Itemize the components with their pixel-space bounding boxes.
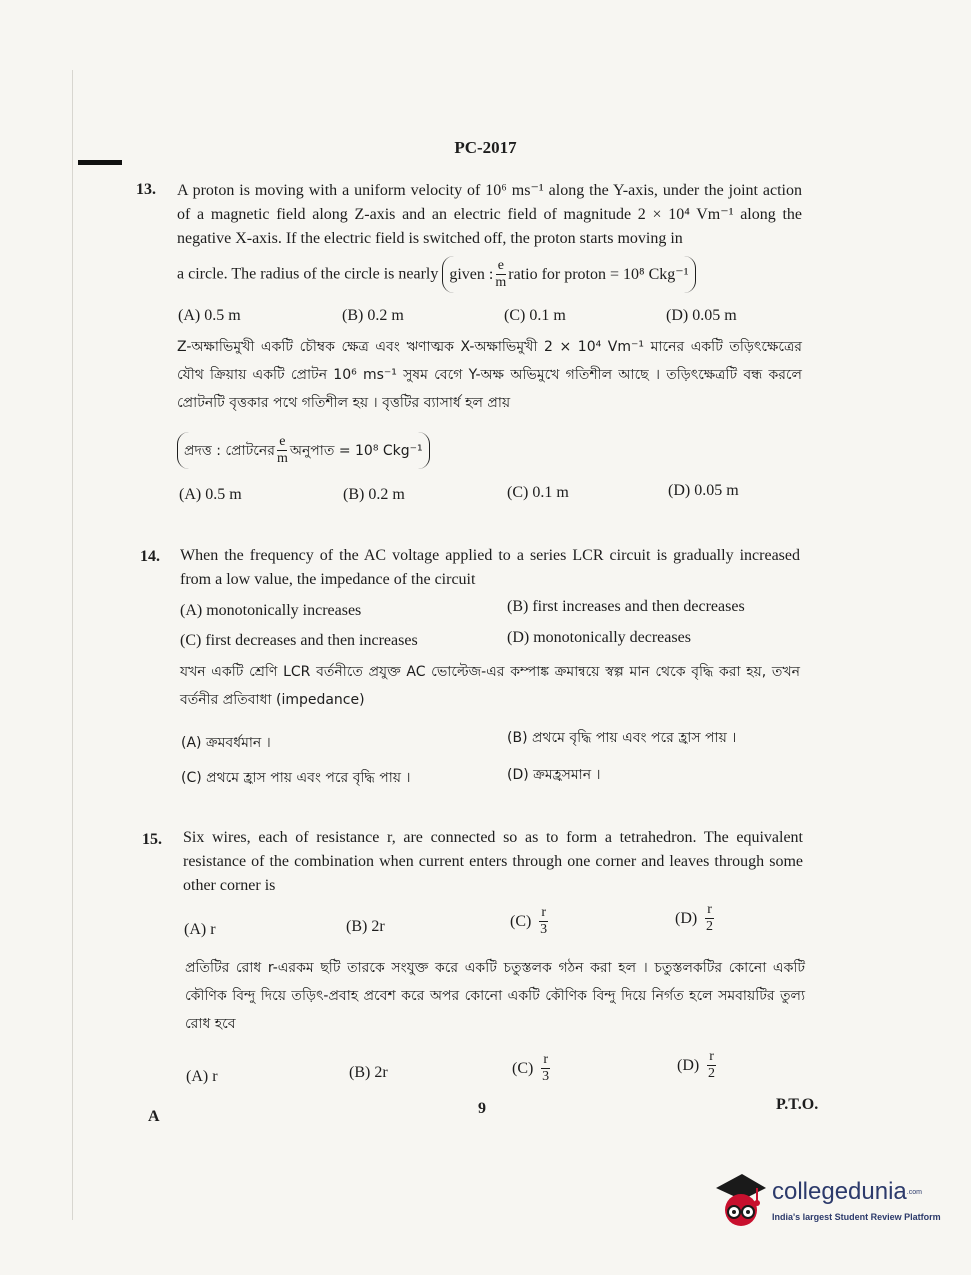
q14-option-b: (B) first increases and then decreases [507, 598, 745, 615]
q13-text-en: A proton is moving with a uniform velocity of 10⁶ ms⁻¹ along the Y-axis, under the joint action of a magnetic field along Z-axis and an electric field of magnitude 2 × 10⁴ Vm⁻¹ along the negative X-axis. If the electric field is switched off, the proton starts moving in [177, 182, 802, 247]
q13-given-bn-suffix: অনুপাত = 10⁸ Ckg⁻¹ [289, 442, 423, 459]
q13-option-b: (B) 0.2 m [342, 307, 404, 324]
q15-bn-option-b: (B) 2r [349, 1064, 388, 1081]
q13-given-prefix: given : [449, 265, 494, 283]
footer-page-number: 9 [478, 1100, 486, 1117]
q14-bn-option-b: (B) প্রথমে বৃদ্ধি পায় এবং পরে হ্রাস পায় । [507, 730, 737, 746]
q14-bn-option-c: (C) প্রথমে হ্রাস পায় এবং পরে বৃদ্ধি পায় । [181, 770, 411, 786]
q14-option-a: (A) monotonically increases [180, 602, 362, 619]
page-header: PC-2017 [454, 138, 517, 157]
q14-text-bn: যখন একটি শ্রেণি LCR বর্তনীতে প্রযুক্ত AC ভোল্টেজ-এর কম্পাঙ্ক ক্রমান্বয়ে স্বল্প মান থেকে বৃদ্ধি করা হয়, তখন বর্তনীর প্রতিবাধা (impedance) [180, 664, 800, 708]
q13-given-suffix: ratio for proton = 10⁸ Ckg⁻¹ [508, 265, 689, 283]
logo-name: collegedunia [772, 1178, 907, 1205]
q15-option-d-label: (D) [675, 909, 698, 927]
q15-bn-option-c-fraction [541, 1053, 550, 1084]
q15-bn-option-c [512, 1053, 552, 1084]
q15-option-b: (B) 2r [346, 918, 385, 935]
q13-bn-option-d: (D) 0.05 m [668, 482, 739, 499]
q15-text-bn: প্রতিটির রোধ r-এরকম ছটি তারকে সংযুক্ত করে একটি চতুস্তলক গঠন করা হল । চতুস্তলকটির কোনো একটি কৌণিক বিন্দু দিয়ে তড়িৎ-প্রবাহ প্রবেশ করে অপর কোনো একটি কৌণিক বিন্দু দিয়ে নির্গত হলে সমবায়টির তুল্য রোধ হবে [185, 960, 805, 1032]
footer-pto: P.T.O. [776, 1096, 819, 1113]
q15-option-d-fraction [705, 903, 714, 934]
q15-bn-option-c-label: (C) [512, 1059, 534, 1077]
q15-bn-option-d [677, 1050, 718, 1081]
q15-bn-option-d-fraction [707, 1050, 716, 1081]
q13-option-a: (A) 0.5 m [178, 307, 241, 324]
q13-bn-option-a: (A) 0.5 m [179, 486, 242, 503]
logo-mascot-icon [712, 1170, 770, 1232]
q15-bn-d-num: r [709, 1049, 714, 1064]
q13-bn-em-fraction [277, 435, 288, 466]
q15-bn-option-d-label: (D) [677, 1056, 700, 1074]
q15-bn-d-den: 2 [708, 1066, 716, 1081]
q13-given-bn-paren [177, 432, 430, 469]
q15-bn-c-den: 3 [542, 1069, 550, 1084]
q15-c-den: 3 [540, 922, 548, 937]
q15-option-c-label: (C) [510, 912, 532, 930]
q15-number: 15. [142, 831, 162, 848]
q15-bn-option-a: (A) r [186, 1068, 218, 1085]
q13-given-bn [177, 432, 430, 469]
q14-option-c: (C) first decreases and then increases [180, 632, 418, 649]
q13-bn-frac-num: e [279, 434, 286, 449]
logo-tagline: India's largest Student Review Platform [772, 1212, 941, 1222]
q13-last-line-text: a circle. The radius of the circle is nearly [177, 265, 439, 283]
q15-text-en: Six wires, each of resistance r, are connected so as to form a tetrahedron. The equivalent resistance of the combination when current enters through one corner and leaves through some other corner is [183, 829, 803, 894]
q13-option-d: (D) 0.05 m [666, 307, 737, 324]
q13-frac-den: m [495, 275, 507, 290]
q13-given-paren [442, 256, 695, 293]
q13-number: 13. [136, 181, 156, 198]
q15-option-c [510, 906, 550, 937]
logo-suffix: .com [906, 1189, 922, 1197]
collegedunia-logo [712, 1170, 942, 1240]
q14-option-d: (D) monotonically decreases [507, 629, 691, 646]
q13-option-c: (C) 0.1 m [504, 307, 566, 324]
q13-bn-option-c: (C) 0.1 m [507, 484, 569, 501]
q13-em-fraction [495, 259, 506, 290]
page-fold-line [72, 70, 73, 1220]
q15-option-c-fraction [539, 906, 548, 937]
q13-bn-frac-den: m [276, 451, 288, 466]
q13-text-bn: Z-অক্ষাভিমুখী একটি চৌম্বক ক্ষেত্র এবং ঋণাত্মক X-অক্ষাভিমুখী 2 × 10⁴ Vm⁻¹ মানের একটি তড়িৎক্ষেত্রের যৌথ ক্রিয়ায় একটি প্রোটন 10⁶ ms⁻¹ সুষম বেগে Y-অক্ষ অভিমুখে গতিশীল আছে । তড়িৎক্ষেত্রটি বন্ধ করলে প্রোটনটি বৃত্তকার পথে গতিশীল হয় । বৃত্তটির ব্যাসার্ধ হল প্রায় [177, 339, 802, 411]
logo-wordmark [772, 1178, 922, 1206]
q15-option-d [675, 903, 716, 934]
q15-c-num: r [541, 905, 546, 920]
q14-bn-option-d: (D) ক্রমহ্রসমান । [507, 767, 601, 783]
q14-bn-option-a: (A) ক্রমবর্ধমান । [181, 735, 271, 751]
margin-mark [78, 160, 122, 165]
q13-bn-option-b: (B) 0.2 m [343, 486, 405, 503]
q13-frac-num: e [497, 258, 504, 273]
q14-number: 14. [140, 548, 160, 565]
q15-d-num: r [707, 902, 712, 917]
q15-option-a: (A) r [184, 921, 216, 938]
q15-d-den: 2 [706, 919, 714, 934]
q13-last-line [177, 256, 802, 293]
q13-given-bn-prefix: প্রদত্ত : প্রোটনের [184, 442, 275, 459]
footer-booklet-code: A [148, 1108, 160, 1125]
q15-bn-c-num: r [543, 1052, 548, 1067]
q14-text-en: When the frequency of the AC voltage applied to a series LCR circuit is gradually increased from a low value, the impedance of the circuit [180, 547, 800, 588]
